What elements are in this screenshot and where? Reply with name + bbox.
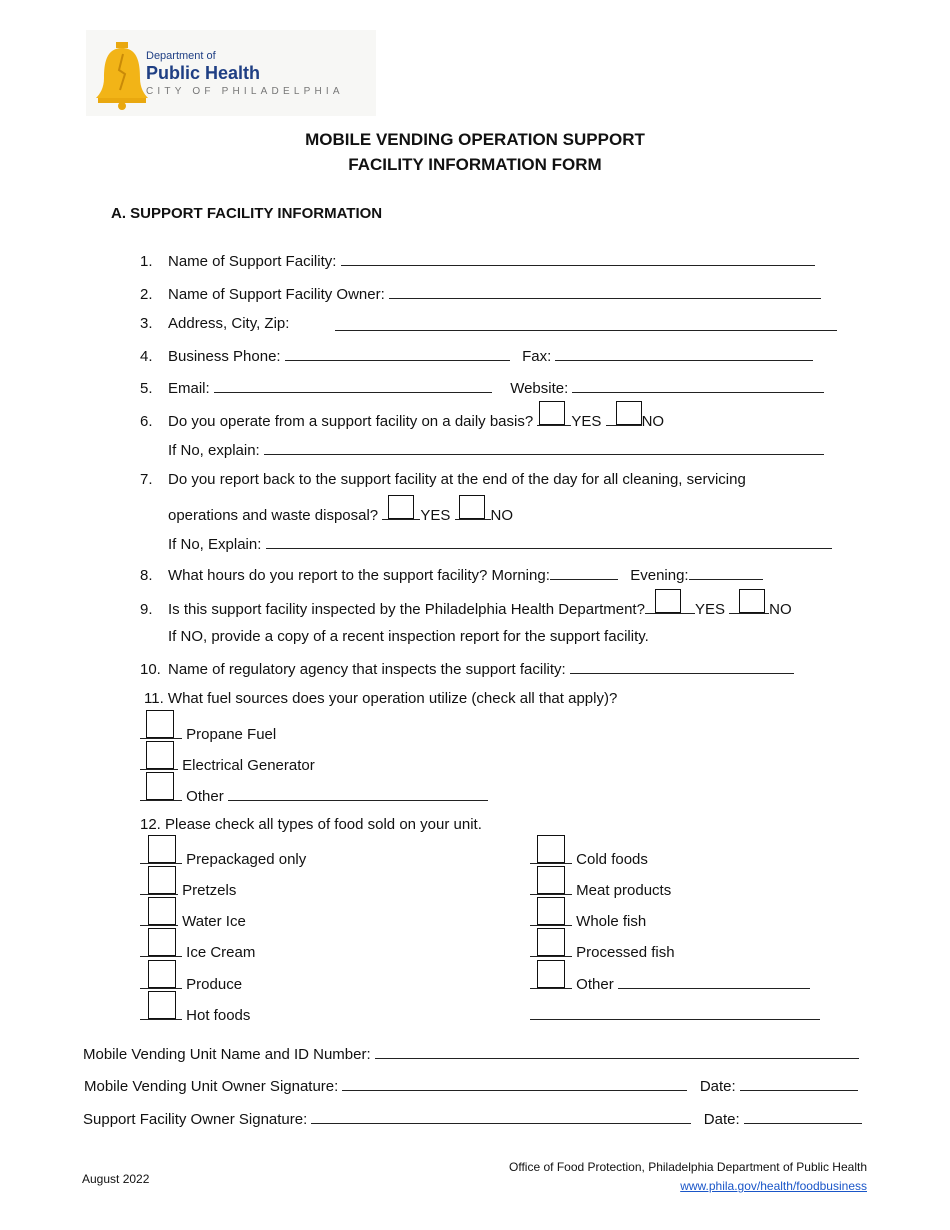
unit-name-row bbox=[83, 1044, 859, 1064]
form-title-line1: MOBILE VENDING OPERATION SUPPORT bbox=[305, 130, 645, 149]
food-option-label: Hot foods bbox=[186, 1007, 251, 1024]
food-checkbox[interactable] bbox=[148, 897, 176, 925]
question-10 bbox=[140, 659, 794, 679]
q5-label: Email: bbox=[168, 380, 210, 397]
other-fuel-checkbox[interactable] bbox=[146, 772, 174, 800]
food-checkbox[interactable] bbox=[537, 897, 565, 925]
logo-line2: Public Health bbox=[146, 63, 261, 83]
q6-number: 6. bbox=[140, 413, 153, 430]
footer-date: August 2022 bbox=[82, 1172, 150, 1186]
unit-name-field[interactable] bbox=[375, 1044, 859, 1059]
morning-hours-field[interactable] bbox=[550, 565, 618, 580]
question-11: 11. What fuel sources does your operation utilize (check all that apply)? bbox=[144, 690, 618, 707]
food-checkbox[interactable] bbox=[148, 960, 176, 988]
q1-field[interactable] bbox=[341, 251, 815, 266]
propane-checkbox[interactable] bbox=[146, 710, 174, 738]
fax-field[interactable] bbox=[555, 346, 813, 361]
food-option-label: Water Ice bbox=[182, 913, 246, 930]
q9-no-checkbox[interactable] bbox=[739, 589, 765, 613]
q9-yes-checkbox[interactable] bbox=[655, 589, 681, 613]
question-2 bbox=[140, 284, 821, 304]
q1-label: Name of Support Facility: bbox=[168, 253, 337, 270]
food-checkbox[interactable] bbox=[148, 835, 176, 863]
food-option-label: Produce bbox=[186, 976, 243, 993]
food-checkbox[interactable] bbox=[148, 866, 176, 894]
q5-number: 5. bbox=[140, 380, 153, 397]
food-checkbox[interactable] bbox=[148, 928, 176, 956]
q7-no-checkbox[interactable] bbox=[459, 495, 485, 519]
q3-label: Address, City, Zip: bbox=[168, 315, 290, 332]
q9-number: 9. bbox=[140, 601, 153, 618]
q6-yes-label: YES bbox=[571, 413, 602, 430]
unit-owner-label: Mobile Vending Unit Owner Signature: bbox=[84, 1078, 339, 1095]
question-7 bbox=[140, 471, 746, 489]
question-9 bbox=[140, 597, 792, 619]
facility-owner-signature-field[interactable] bbox=[311, 1109, 691, 1124]
other-food-field[interactable] bbox=[618, 974, 810, 989]
unit-name-label: Mobile Vending Unit Name and ID Number: bbox=[83, 1046, 371, 1063]
food-option bbox=[530, 940, 675, 962]
evening-label: Evening: bbox=[630, 567, 689, 584]
q1-number: 1. bbox=[140, 253, 153, 270]
question-12: 12. Please check all types of food sold on your unit. bbox=[140, 816, 482, 833]
q7-label2: operations and waste disposal? bbox=[168, 507, 379, 524]
section-heading: A. SUPPORT FACILITY INFORMATION bbox=[111, 205, 383, 222]
question-6 bbox=[140, 409, 664, 431]
food-option-label: Prepackaged only bbox=[186, 851, 307, 868]
unit-owner-signature-field[interactable] bbox=[342, 1076, 687, 1091]
food-option-label: Whole fish bbox=[576, 913, 647, 930]
q6-no-checkbox[interactable] bbox=[616, 401, 642, 425]
food-option bbox=[140, 940, 255, 962]
food-option-label: Meat products bbox=[576, 882, 672, 899]
logo-line1: Department of bbox=[146, 50, 216, 62]
q6-label: Do you operate from a support facility on a daily basis? bbox=[168, 413, 534, 430]
q2-label: Name of Support Facility Owner: bbox=[168, 286, 385, 303]
footer-link[interactable]: www.phila.gov/health/foodbusiness bbox=[680, 1179, 867, 1193]
business-phone-field[interactable] bbox=[285, 346, 510, 361]
q7-yes-label: YES bbox=[420, 507, 451, 524]
q3-field[interactable] bbox=[335, 330, 837, 331]
fuel-option-label: Propane Fuel bbox=[186, 726, 277, 743]
q6-no-label: NO bbox=[641, 413, 665, 430]
website-field[interactable] bbox=[572, 378, 824, 393]
q10-number: 10. bbox=[140, 661, 161, 678]
date-label: Date: bbox=[699, 1078, 736, 1095]
unit-owner-row bbox=[84, 1076, 858, 1096]
q9-note: If NO, provide a copy of a recent inspection report for the support facility. bbox=[168, 628, 649, 645]
footer-office: Office of Food Protection, Philadelphia Department of Public Health bbox=[509, 1160, 867, 1174]
food-checkbox[interactable] bbox=[537, 835, 565, 863]
question-8 bbox=[140, 565, 763, 585]
question-7-cont bbox=[168, 503, 513, 525]
fuel-option-label: Electrical Generator bbox=[182, 757, 315, 774]
food-option bbox=[140, 1003, 250, 1025]
q4-number: 4. bbox=[140, 348, 153, 365]
q7-no-label: NO bbox=[490, 507, 513, 524]
q7-label: Do you report back to the support facility at the end of the day for all cleaning, servicing bbox=[168, 471, 746, 488]
q9-label: Is this support facility inspected by the Philadelphia Health Department? bbox=[168, 601, 645, 618]
evening-hours-field[interactable] bbox=[689, 565, 763, 580]
q10-label: Name of regulatory agency that inspects the support facility: bbox=[168, 661, 566, 678]
facility-owner-label: Support Facility Owner Signature: bbox=[83, 1111, 308, 1128]
q6-explain-label: If No, explain: bbox=[168, 442, 260, 459]
food-option-label: Cold foods bbox=[576, 851, 648, 868]
q6-yes-checkbox[interactable] bbox=[539, 401, 565, 425]
food-option-label: Pretzels bbox=[182, 882, 237, 899]
unit-owner-date-field[interactable] bbox=[740, 1076, 858, 1091]
question-3 bbox=[140, 315, 289, 333]
q8-label: What hours do you report to the support facility? Morning: bbox=[168, 567, 550, 584]
food-checkbox[interactable] bbox=[537, 866, 565, 894]
other-food-field-2[interactable] bbox=[530, 1019, 820, 1020]
q9-yes-label: YES bbox=[694, 601, 725, 618]
food-checkbox[interactable] bbox=[537, 960, 565, 988]
food-checkbox[interactable] bbox=[537, 928, 565, 956]
food-option-label: Other bbox=[576, 976, 614, 993]
q2-number: 2. bbox=[140, 286, 153, 303]
logo-line3: CITY OF PHILADELPHIA bbox=[146, 86, 344, 97]
q7-number: 7. bbox=[140, 471, 153, 488]
q6-explain bbox=[168, 440, 824, 460]
q2-field[interactable] bbox=[389, 284, 821, 299]
logo bbox=[86, 30, 376, 116]
q4-label: Business Phone: bbox=[168, 348, 281, 365]
q7-explain-field[interactable] bbox=[266, 534, 832, 549]
q9-no-label: NO bbox=[769, 601, 792, 618]
q8-number: 8. bbox=[140, 567, 153, 584]
question-4 bbox=[140, 346, 813, 366]
food-option-label: Ice Cream bbox=[186, 944, 256, 961]
generator-checkbox[interactable] bbox=[146, 741, 174, 769]
fuel-option bbox=[140, 784, 488, 806]
food-checkbox[interactable] bbox=[148, 991, 176, 1019]
date-label: Date: bbox=[703, 1111, 740, 1128]
food-option bbox=[530, 972, 810, 994]
facility-owner-row bbox=[83, 1109, 862, 1129]
q10-field[interactable] bbox=[570, 659, 794, 674]
website-label: Website: bbox=[510, 380, 569, 397]
question-5 bbox=[140, 378, 824, 398]
facility-owner-date-field[interactable] bbox=[744, 1109, 862, 1124]
form-title-line2: FACILITY INFORMATION FORM bbox=[348, 155, 602, 174]
question-1 bbox=[140, 251, 815, 271]
q3-number: 3. bbox=[140, 315, 153, 332]
email-field[interactable] bbox=[214, 378, 492, 393]
fax-label: Fax: bbox=[522, 348, 552, 365]
q7-explain-label: If No, Explain: bbox=[168, 536, 262, 553]
food-option-label: Processed fish bbox=[576, 944, 675, 961]
fuel-option-label: Other bbox=[186, 788, 224, 805]
liberty-bell-icon bbox=[92, 40, 152, 112]
q6-explain-field[interactable] bbox=[264, 440, 824, 455]
q7-yes-checkbox[interactable] bbox=[388, 495, 414, 519]
other-fuel-field[interactable] bbox=[228, 786, 488, 801]
q7-explain bbox=[168, 534, 832, 554]
